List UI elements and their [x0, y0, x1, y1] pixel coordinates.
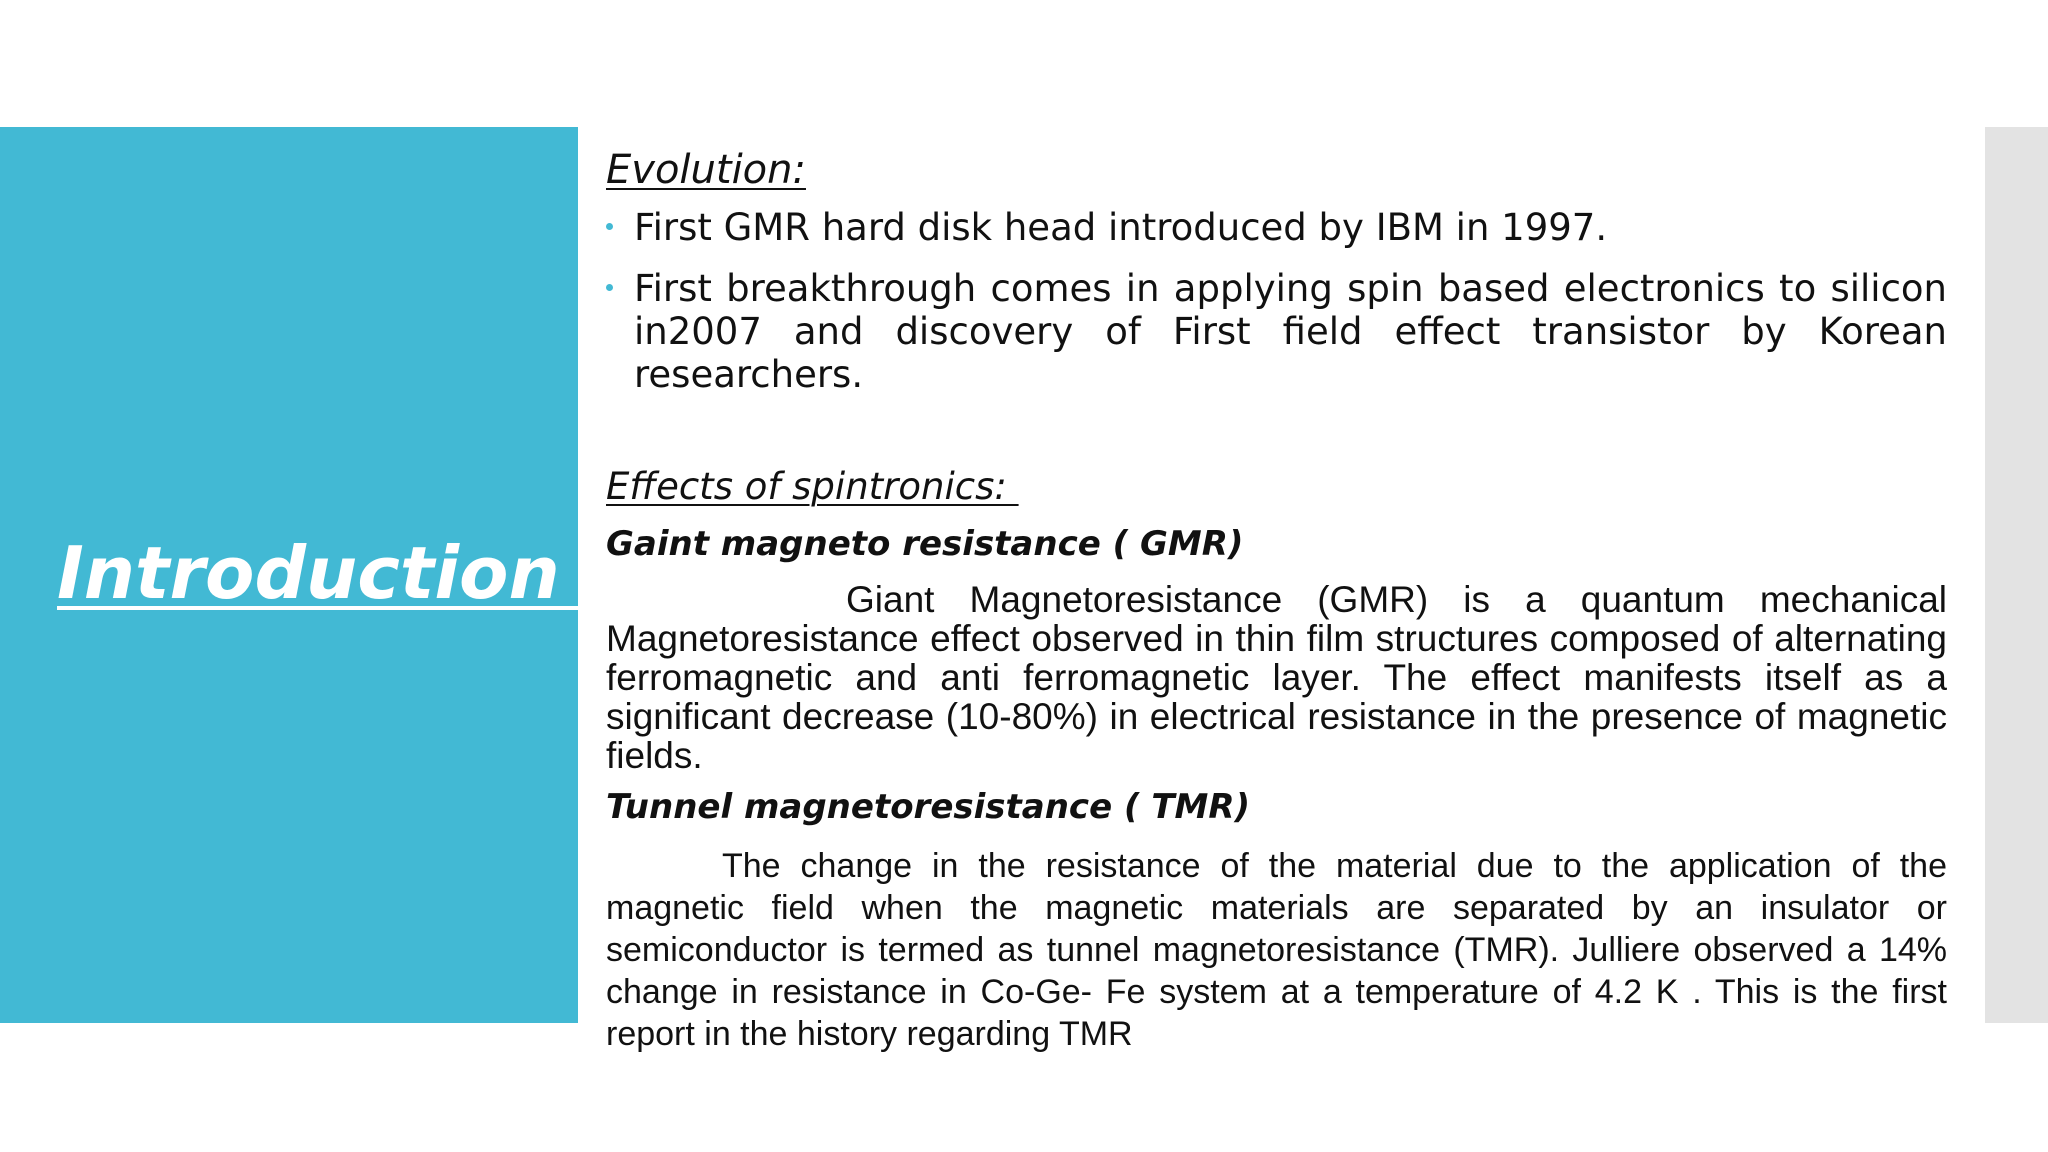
evolution-list [606, 206, 1947, 396]
tmr-title: Tunnel magnetoresistance ( TMR) [606, 787, 1251, 827]
gmr-paragraph: Giant Magnetoresistance (GMR) is a quantum mechanical Magnetoresistance effect observed in thin film structures composed of alternating ferromagnetic and anti ferromagnetic layer. The effect manifests itself as a significant decrease (10-80%) in electrical resistance in the presence of magnetic fields. [606, 579, 1947, 776]
effects-heading: Effects of spintronics: [606, 465, 1019, 508]
list-item [606, 267, 1947, 396]
evolution-heading: Evolution: [606, 147, 806, 193]
tmr-paragraph: The change in the resistance of the material due to the application of the magnetic field when the magnetic materials are separated by an insulator or semiconductor is termed as tunnel magnetoresistance (TMR). Julliere observed a 14% change in resistance in Co-Ge- Fe system at a temperature of 4.2 K . This is the first report in the history regarding TMR [606, 847, 1947, 1053]
content-area [606, 142, 1947, 1055]
slide-title: Introduction [57, 531, 585, 615]
list-item [606, 206, 1947, 249]
side-strip [1985, 127, 2048, 1023]
bullet-text: First breakthrough comes in applying spin based electronics to silicon in2007 and discovery of First field effect transistor by Korean researchers. [634, 267, 1947, 396]
bullet-icon [606, 284, 613, 291]
bullet-icon [606, 223, 613, 230]
gmr-title: Gaint magneto resistance ( GMR) [606, 524, 1244, 564]
bullet-text: First GMR hard disk head introduced by IBM in 1997. [634, 206, 1608, 249]
